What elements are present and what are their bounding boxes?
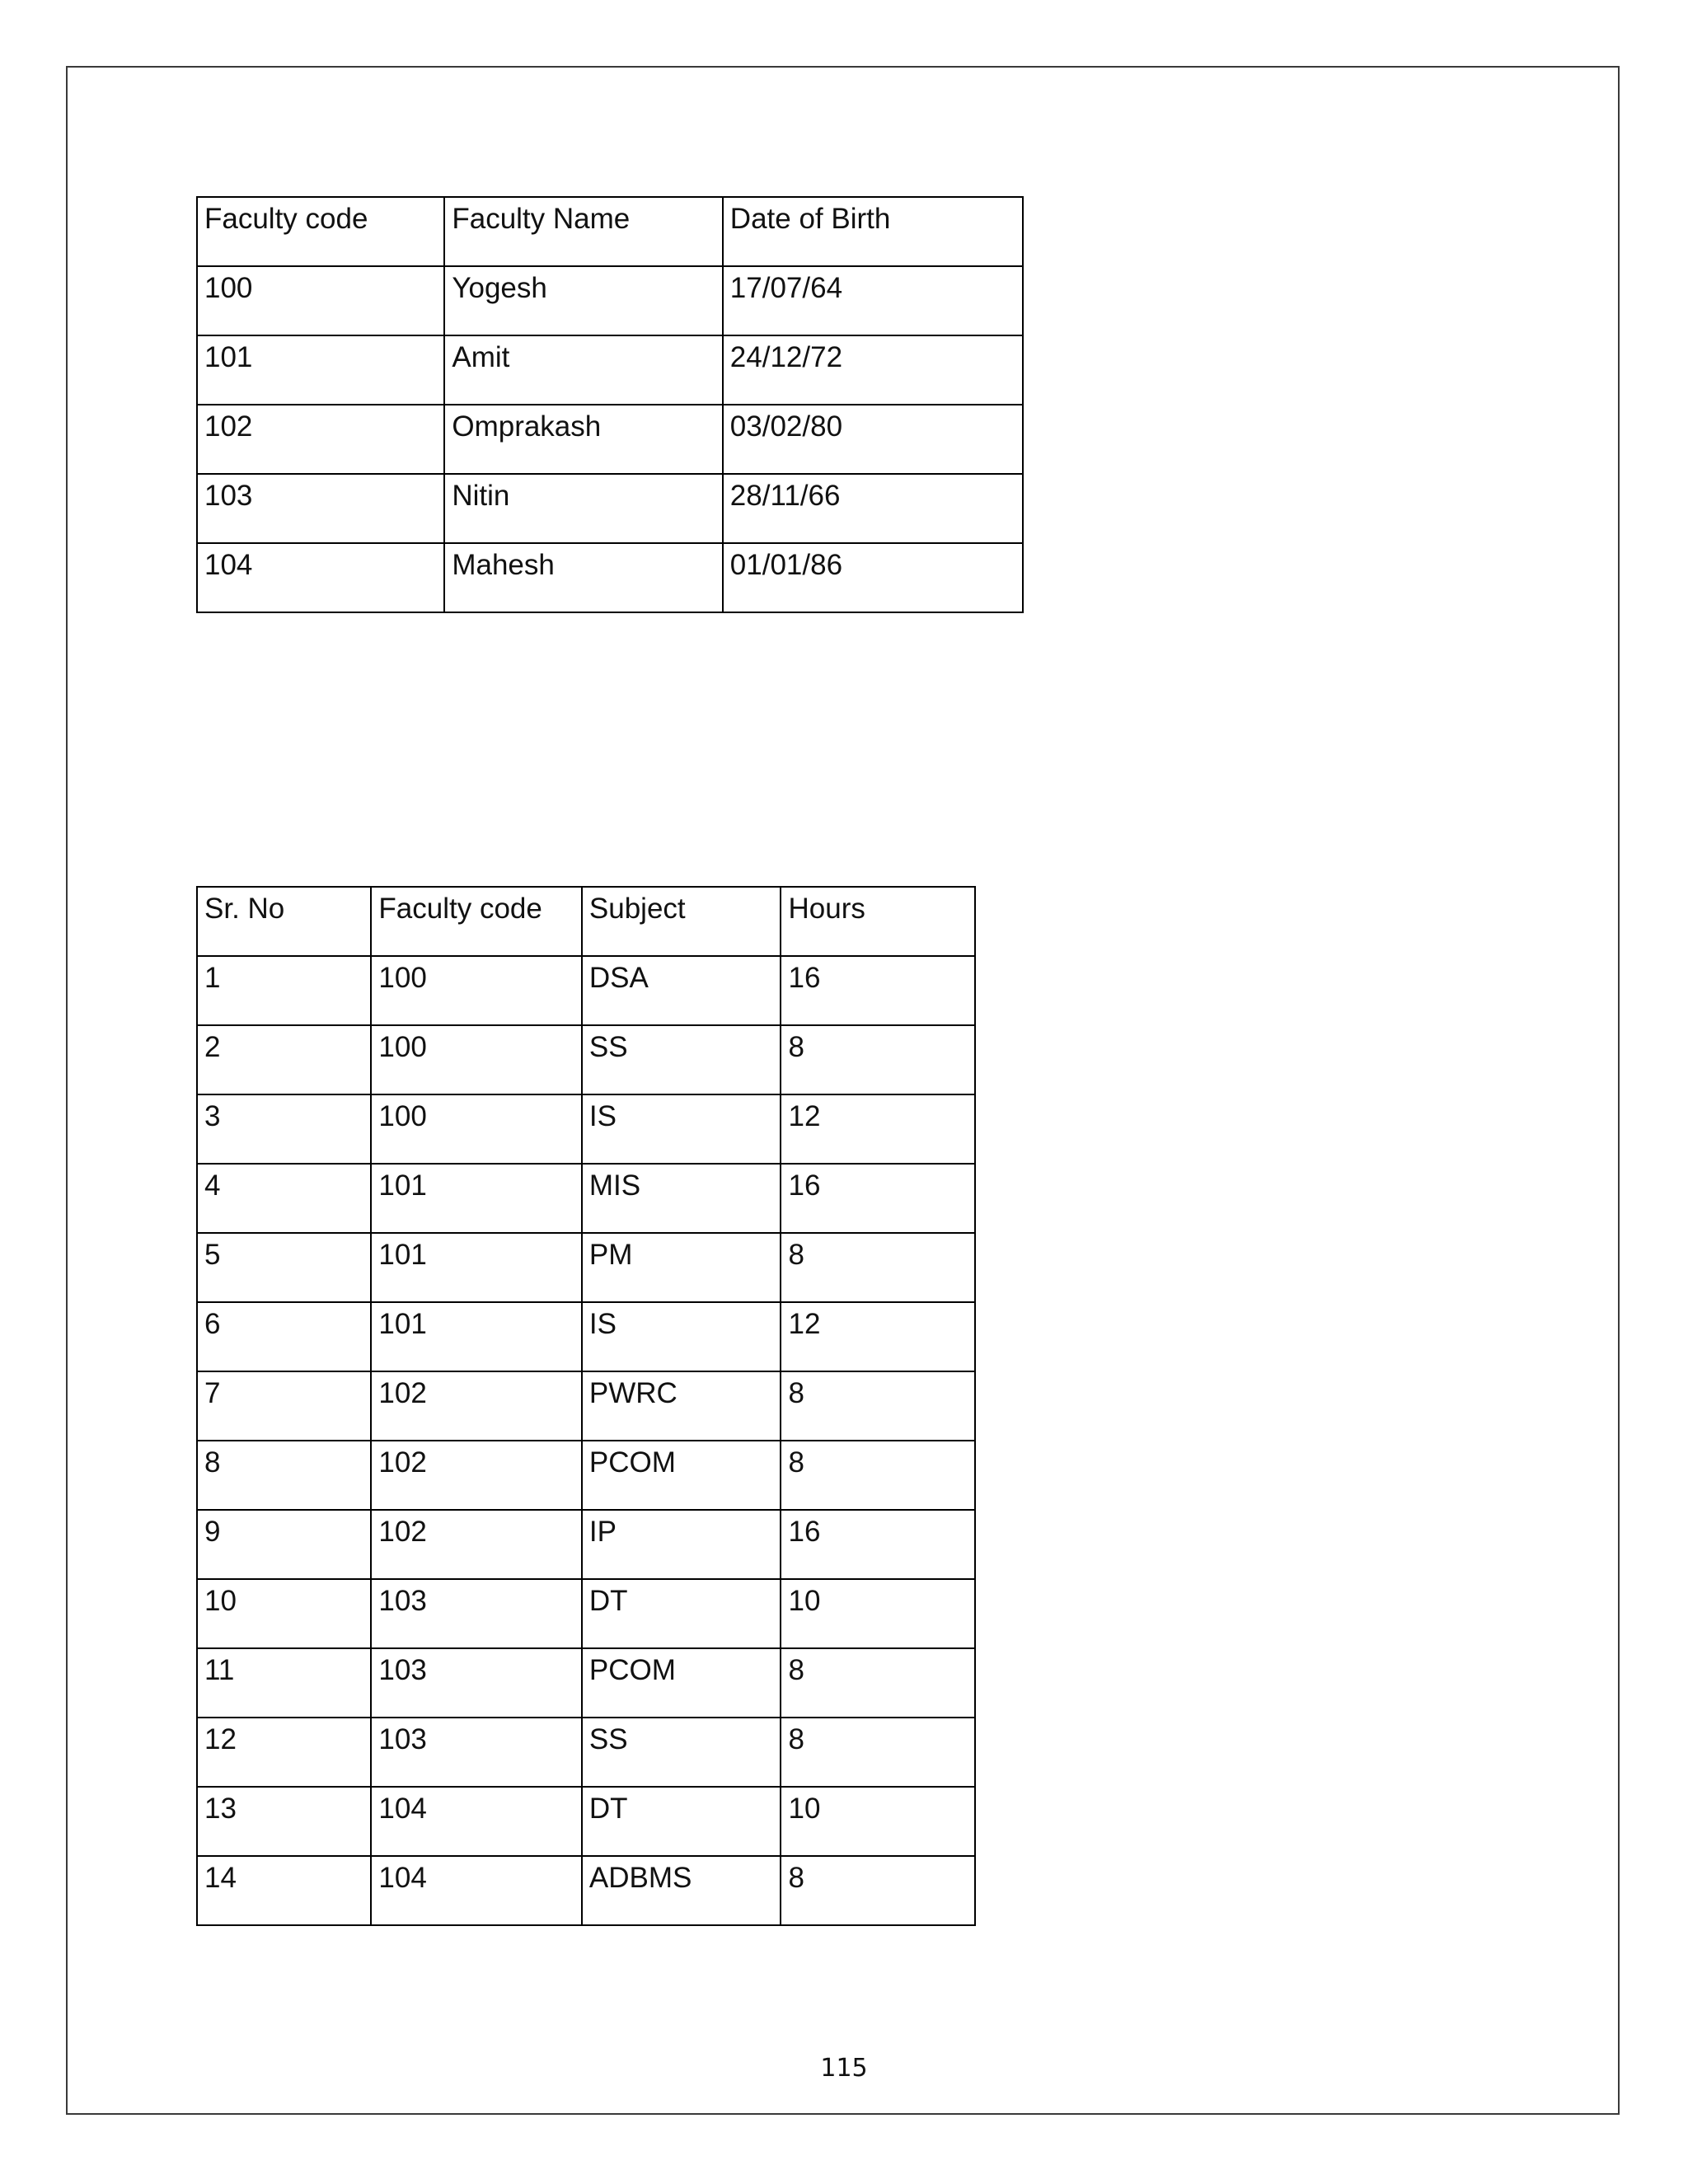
table-row [197,335,1023,405]
faculty-code-cell: 102 [371,1441,581,1510]
faculty-table [196,196,1024,613]
table-row [197,1371,975,1441]
faculty-table-body [197,197,1023,612]
table-row [197,1302,975,1371]
table-row [197,1094,975,1164]
faculty-name-cell: Omprakash [444,405,722,474]
sr-no-cell: 6 [197,1302,371,1371]
hours-cell: 10 [781,1787,975,1856]
hours-cell: 12 [781,1094,975,1164]
sr-no-cell: 9 [197,1510,371,1579]
subject-hours-table-body [197,887,975,1925]
sr-no-cell: 12 [197,1718,371,1787]
subject-cell: DSA [582,956,781,1025]
hours-cell: 8 [781,1856,975,1925]
hours-cell: 8 [781,1441,975,1510]
subject-cell: IS [582,1094,781,1164]
hours-cell: 16 [781,1164,975,1233]
date-of-birth-cell: 24/12/72 [723,335,1023,405]
table-row [197,266,1023,335]
table-row [197,956,975,1025]
subject-cell: IS [582,1302,781,1371]
faculty-code-cell: 100 [197,266,444,335]
table-row [197,1025,975,1094]
faculty-code-cell: 100 [371,1025,581,1094]
table-row [197,1510,975,1579]
subject-cell: ADBMS [582,1856,781,1925]
sr-no-cell: 10 [197,1579,371,1648]
sr-no-cell: 13 [197,1787,371,1856]
faculty-code-cell: 101 [197,335,444,405]
table-row [197,543,1023,612]
faculty-name-cell: Amit [444,335,722,405]
table-row [197,1441,975,1510]
faculty-code-cell: 101 [371,1164,581,1233]
header-cell: Faculty code [371,887,581,956]
faculty-name-cell: Yogesh [444,266,722,335]
table-row [197,1233,975,1302]
subject-cell: PCOM [582,1441,781,1510]
sr-no-cell: 7 [197,1371,371,1441]
table-row [197,1579,975,1648]
faculty-name-cell: Nitin [444,474,722,543]
hours-cell: 8 [781,1371,975,1441]
date-of-birth-cell: 03/02/80 [723,405,1023,474]
faculty-code-cell: 100 [371,1094,581,1164]
page-number: 115 [820,2054,868,2083]
faculty-code-cell: 104 [371,1787,581,1856]
subject-hours-table [196,886,976,1926]
sr-no-cell: 1 [197,956,371,1025]
subject-cell: SS [582,1718,781,1787]
table-row [197,1787,975,1856]
faculty-code-cell: 102 [371,1371,581,1441]
table-row [197,405,1023,474]
table-row [197,1164,975,1233]
faculty-code-cell: 101 [371,1302,581,1371]
date-of-birth-cell: 28/11/66 [723,474,1023,543]
subject-cell: PCOM [582,1648,781,1718]
sr-no-cell: 5 [197,1233,371,1302]
date-of-birth-cell: 01/01/86 [723,543,1023,612]
header-cell: Hours [781,887,975,956]
hours-cell: 8 [781,1648,975,1718]
header-cell: Faculty Name [444,197,722,266]
faculty-code-cell: 104 [197,543,444,612]
subject-cell: DT [582,1787,781,1856]
faculty-code-cell: 104 [371,1856,581,1925]
faculty-code-cell: 103 [371,1648,581,1718]
subject-cell: MIS [582,1164,781,1233]
hours-cell: 12 [781,1302,975,1371]
sr-no-cell: 3 [197,1094,371,1164]
hours-cell: 8 [781,1025,975,1094]
header-cell: Subject [582,887,781,956]
table-row [197,474,1023,543]
hours-cell: 10 [781,1579,975,1648]
faculty-code-cell: 102 [371,1510,581,1579]
faculty-code-cell: 101 [371,1233,581,1302]
sr-no-cell: 4 [197,1164,371,1233]
hours-cell: 16 [781,956,975,1025]
hours-cell: 8 [781,1233,975,1302]
subject-cell: IP [582,1510,781,1579]
table-header-row [197,197,1023,266]
hours-cell: 16 [781,1510,975,1579]
sr-no-cell: 2 [197,1025,371,1094]
table-row [197,1856,975,1925]
subject-cell: PWRC [582,1371,781,1441]
sr-no-cell: 14 [197,1856,371,1925]
table-header-row [197,887,975,956]
date-of-birth-cell: 17/07/64 [723,266,1023,335]
subject-cell: SS [582,1025,781,1094]
faculty-code-cell: 100 [371,956,581,1025]
faculty-code-cell: 103 [371,1579,581,1648]
table-row [197,1718,975,1787]
header-cell: Sr. No [197,887,371,956]
header-cell: Faculty code [197,197,444,266]
sr-no-cell: 8 [197,1441,371,1510]
subject-cell: PM [582,1233,781,1302]
faculty-name-cell: Mahesh [444,543,722,612]
table-row [197,1648,975,1718]
faculty-code-cell: 103 [371,1718,581,1787]
sr-no-cell: 11 [197,1648,371,1718]
hours-cell: 8 [781,1718,975,1787]
faculty-code-cell: 103 [197,474,444,543]
header-cell: Date of Birth [723,197,1023,266]
subject-cell: DT [582,1579,781,1648]
faculty-code-cell: 102 [197,405,444,474]
